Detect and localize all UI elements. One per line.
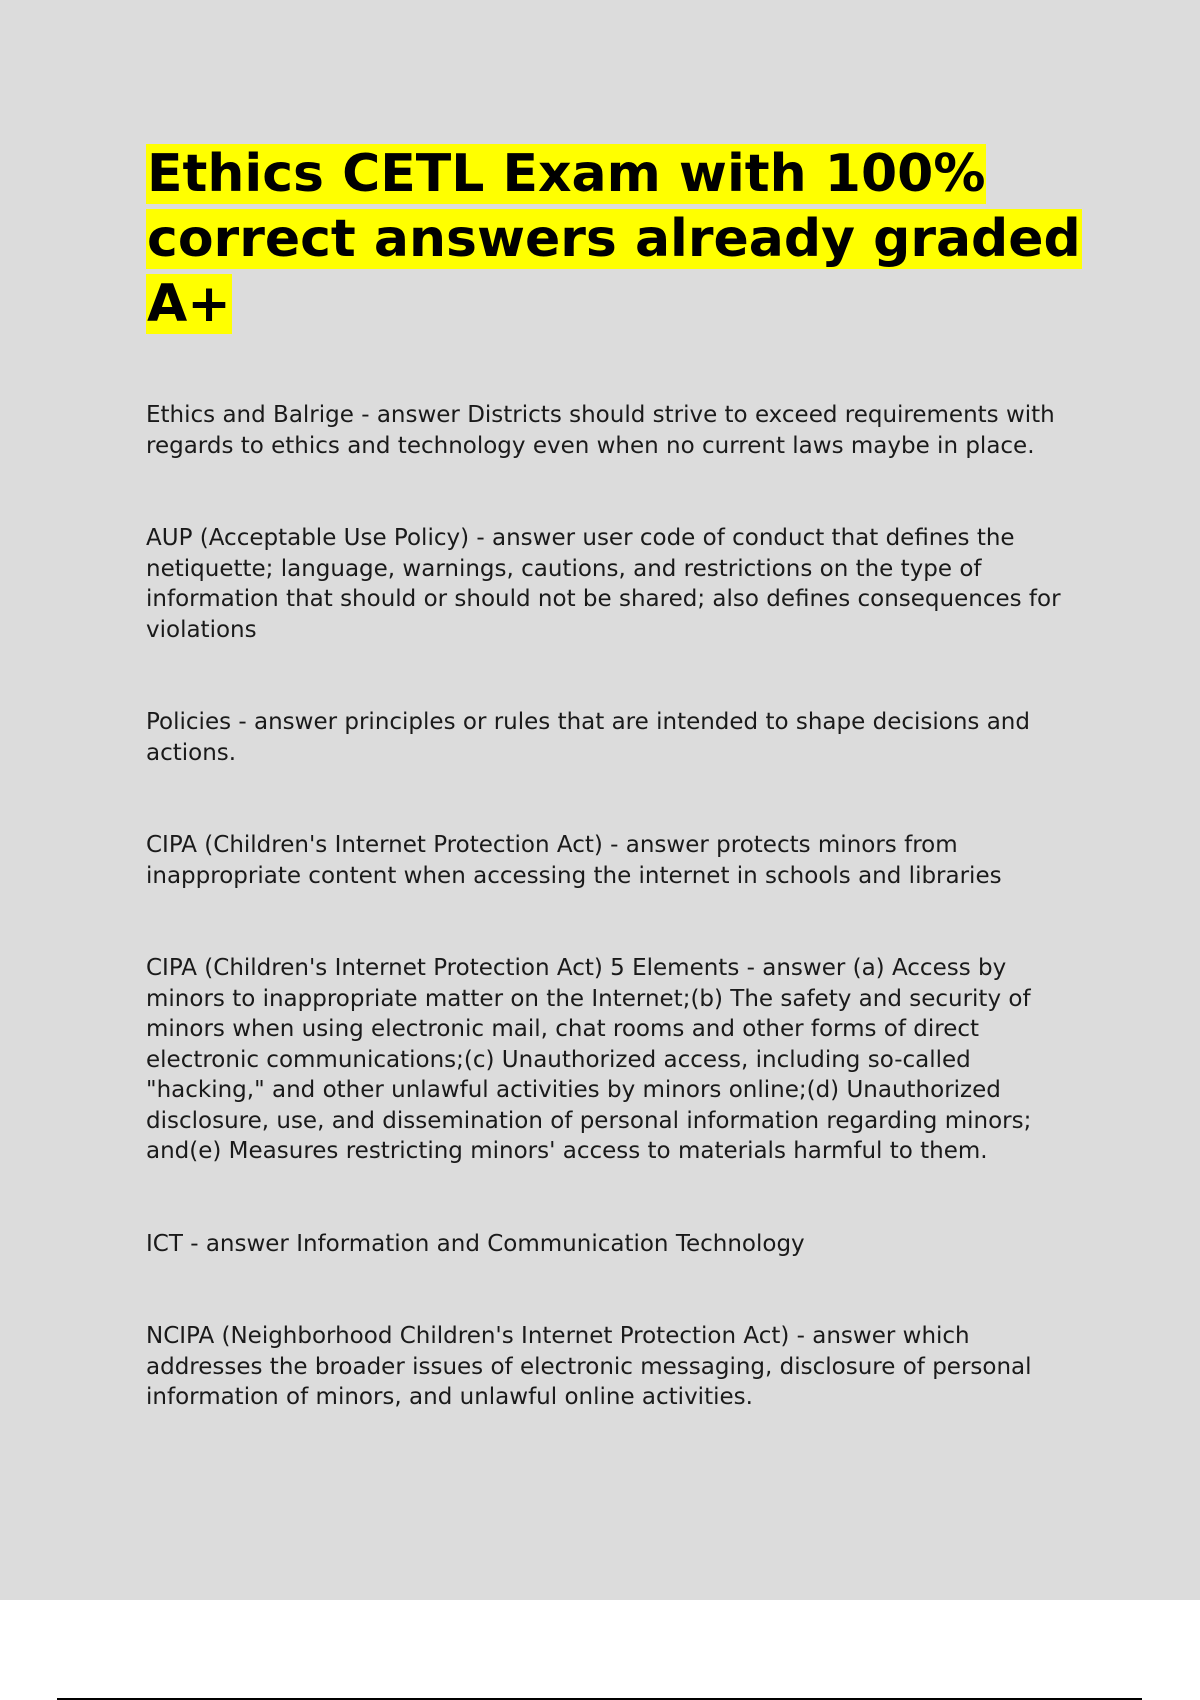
qa-list xyxy=(146,400,1086,1413)
title-highlight: Ethics CETL Exam with 100% correct answers already graded A+ xyxy=(147,144,1081,334)
qa-item-ict: ICT - answer Information and Communication Technology xyxy=(146,1230,805,1257)
document-title xyxy=(146,142,1086,337)
document-content xyxy=(146,142,1086,1475)
qa-item-ncipa: NCIPA (Neighborhood Children's Internet Protection Act) - answer which addresses the broader issues of electronic messaging, disclosure of personal information of minors, and unlawful online activities. xyxy=(146,1323,1032,1410)
qa-item-aup: AUP (Acceptable Use Policy) - answer user code of conduct that defines the netiquette; language, warnings, cautions, and restrictions on the type of information that should or should not be shared; also defines consequences for violations xyxy=(146,525,1061,643)
qa-item-ethics-balrige: Ethics and Balrige - answer Districts should strive to exceed requirements with regards to ethics and technology even when no current laws maybe in place. xyxy=(146,402,1055,459)
qa-item-cipa-elements: CIPA (Children's Internet Protection Act) 5 Elements - answer (a) Access by minors to inappropriate matter on the Internet;(b) The safety and security of minors when using electronic mail, chat rooms and other forms of direct electronic communications;(c) Unauthorized access, including so-called "hacking," and other unlawful activities by minors online;(d) Unauthorized disclosure, use, and dissemination of personal information regarding minors; and(e) Measures restricting minors' access to materials harmful to them. xyxy=(146,955,1032,1164)
qa-item-policies: Policies - answer principles or rules that are intended to shape decisions and actions. xyxy=(146,709,1030,766)
page-bottom-margin xyxy=(0,1600,1200,1700)
qa-item-cipa: CIPA (Children's Internet Protection Act) - answer protects minors from inappropriate content when accessing the internet in schools and libraries xyxy=(146,832,1002,889)
